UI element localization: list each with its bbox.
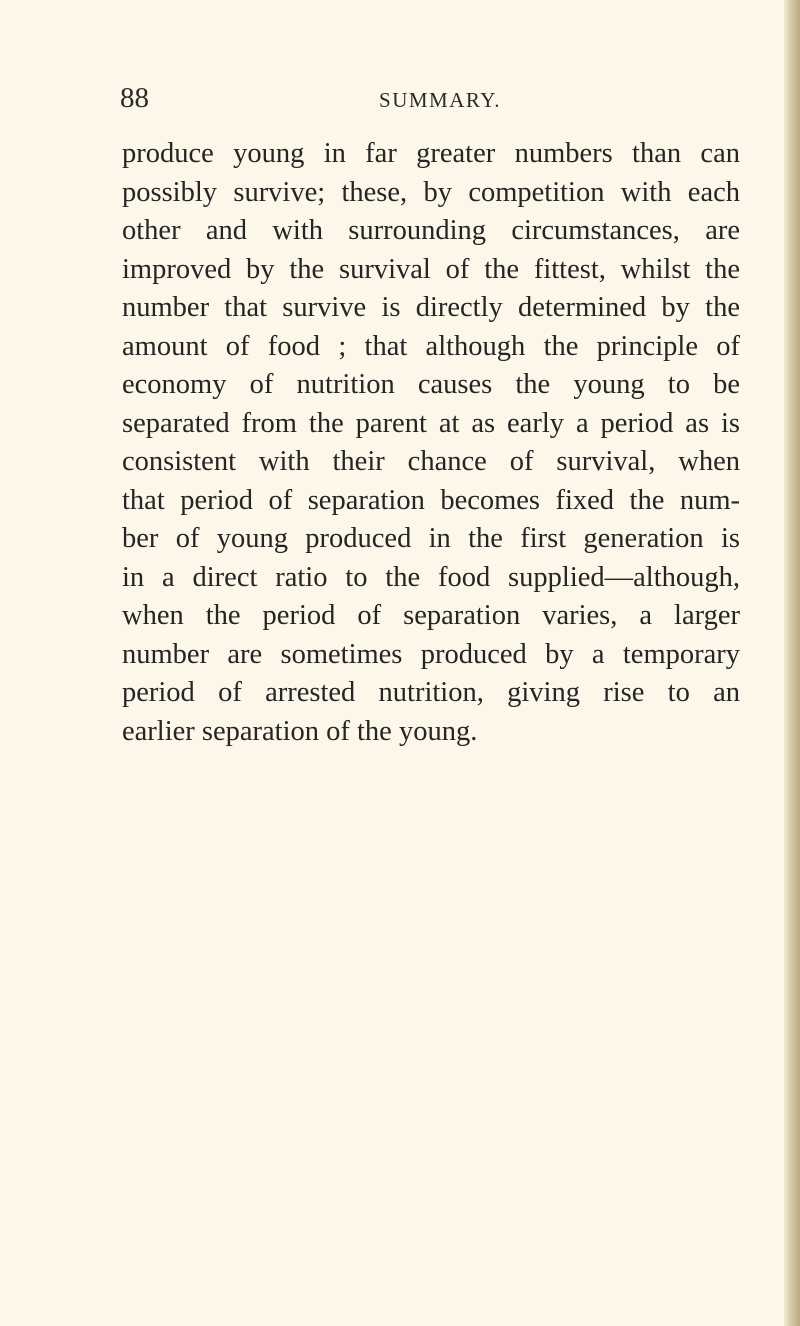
text-line: separated from the parent at as early a period as is — [122, 407, 740, 439]
text-line: when the period of separation varies, a larger — [122, 600, 740, 631]
text-line: other and with surrounding circumstances, are — [122, 215, 740, 246]
body-paragraph — [122, 135, 740, 751]
text-line: produce young in far greater numbers than can — [122, 138, 740, 169]
text-line: earlier separation of the young. — [122, 715, 478, 747]
text-line: number are sometimes produced by a temporary — [122, 638, 740, 670]
text-line: number that survive is directly determined by the — [122, 292, 740, 323]
running-head: SUMMARY. — [379, 88, 501, 112]
text-line: improved by the survival of the fittest, whilst the — [122, 253, 740, 285]
page-header — [120, 78, 760, 118]
text-line: in a direct ratio to the food supplied—although, — [122, 561, 740, 593]
page-edge — [784, 0, 800, 1326]
text-line: period of arrested nutrition, giving rise to an — [122, 677, 740, 708]
text-line: economy of nutrition causes the young to be — [122, 369, 740, 400]
text-line: amount of food ; that although the principle of — [122, 330, 740, 362]
text-line: ber of young produced in the first generation is — [122, 523, 740, 554]
text-line: that period of separation becomes fixed the num- — [122, 484, 740, 516]
text-line: consistent with their chance of survival, when — [122, 446, 740, 477]
text-line: possibly survive; these, by competition with each — [122, 176, 740, 208]
page-number: 88 — [120, 82, 149, 114]
